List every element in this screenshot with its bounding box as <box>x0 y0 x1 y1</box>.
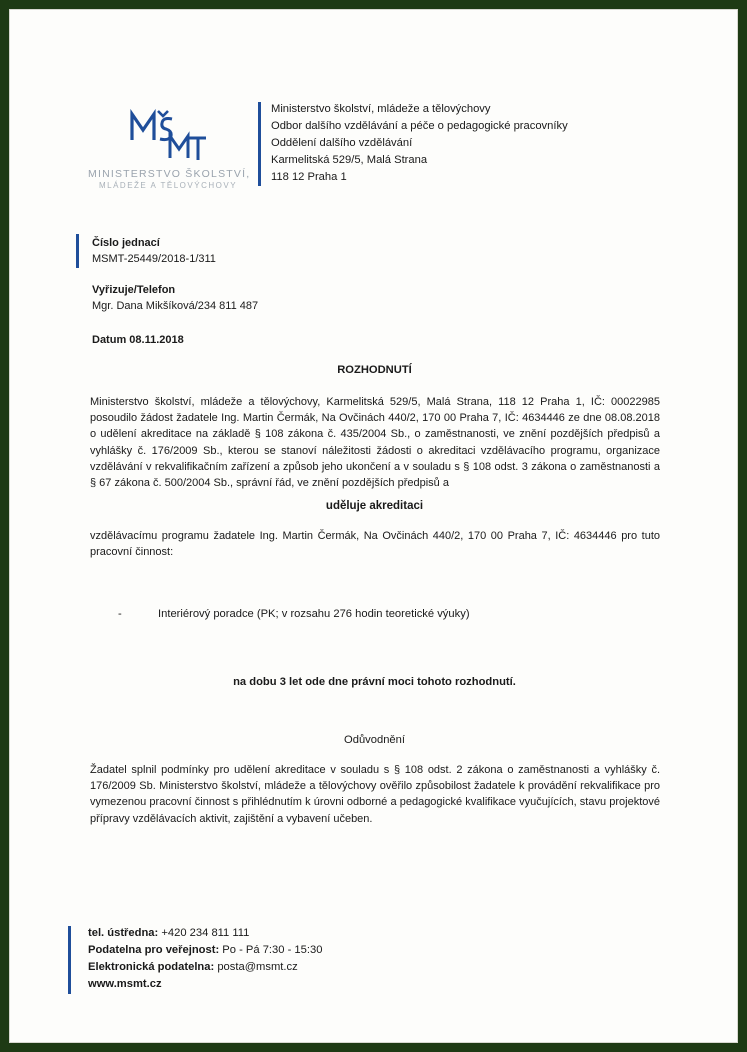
contact-footer <box>88 925 322 993</box>
ministry-logo <box>88 108 251 194</box>
document-page <box>9 9 738 1043</box>
handler-value: Mgr. Dana Mikšíková/234 811 487 <box>92 300 259 312</box>
logo-text-line2: MLÁDEŽE A TĚLOVÝCHOVY <box>98 181 238 190</box>
e-registry-email: posta@msmt.cz <box>214 961 298 973</box>
phone-value: +420 234 811 111 <box>158 927 250 939</box>
meta-divider <box>76 234 79 268</box>
registry-hours: Po - Pá 7:30 - 15:30 <box>219 944 323 956</box>
activity-name: Interiérový poradce (PK; v rozsahu 276 hodin teoretické výuky) <box>158 608 470 620</box>
registry-label: Podatelna pro veřejnost: <box>88 944 220 956</box>
program-paragraph: vzdělávacímu programu žadatele Ing. Martin Čermák, Na Ovčinách 440/2, 170 00 Praha 7, IČ: 4634446 pro tuto pracovní činnost: <box>90 530 660 559</box>
handler-label: Vyřizuje/Telefon <box>92 284 176 296</box>
header-line: Ministerstvo školství, mládeže a tělovýchovy <box>271 103 491 115</box>
bullet-dash: - <box>118 608 122 620</box>
reference-number: MSMT-25449/2018-1/311 <box>92 253 216 265</box>
reasoning-title: Odůvodnění <box>344 734 405 746</box>
header-line: Odbor dalšího vzdělávání a péče o pedagogické pracovníky <box>271 120 568 132</box>
header-divider <box>258 102 261 186</box>
e-registry-label: Elektronická podatelna: <box>88 961 215 973</box>
duration-statement: na dobu 3 let ode dne právní moci tohoto rozhodnutí. <box>233 676 516 688</box>
grant-heading: uděluje akreditaci <box>325 500 424 512</box>
phone-label: tel. ústředna: <box>88 927 159 939</box>
decision-title: ROZHODNUTÍ <box>337 364 412 376</box>
header-line: 118 12 Praha 1 <box>271 171 347 183</box>
logo-text-line1: MINISTERSTVO ŠKOLSTVÍ, <box>88 168 251 180</box>
sender-address <box>271 101 568 186</box>
header-line: Oddělení dalšího vzdělávání <box>271 137 413 149</box>
msmt-logo-icon <box>130 108 208 164</box>
reasoning-paragraph: Žadatel splnil podmínky pro udělení akreditace v souladu s § 108 odst. 2 zákona o zaměstnanosti a vyhlášky č. 176/2009 Sb. Ministerstvo školství, mládeže a tělovýchovy ověřilo způsobilost žadatele k provádění rekvalifikace pro vymezenou pracovní činnost s přihlédnutím k úrovni odborné a pedagogické kvalifikace vyučujících, stavu projektové přípravy vzdělávacích aktivit, zajištění a vybavení učeben. <box>90 764 660 825</box>
header-line: Karmelitská 529/5, Malá Strana <box>271 154 428 166</box>
document-date: Datum 08.11.2018 <box>92 334 184 346</box>
reference-label: Číslo jednací <box>92 237 160 249</box>
intro-paragraph: Ministerstvo školství, mládeže a tělovýchovy, Karmelitská 529/5, Malá Strana, 118 12 Praha 1, IČ: 00022985 posoudilo žádost žadatele Ing. Martin Čermák, Na Ovčinách 440/2, 170 00 Praha 7, IČ: 4634446 ze dne 08.08.2018 o udělení akreditace na základě § 108 zákona č. 435/2004 Sb., o zaměstnanosti, ve znění pozdějších předpisů a vyhlášky č. 176/2009 Sb., kterou se stanoví náležitosti žádosti o akreditaci vzdělávacího programu, organizace vzdělávání v rekvalifikačním zařízení a způsob jeho ukončení a v souladu s § 108 odst. 3 zákona o zaměstnanosti a § 67 zákona č. 500/2004 Sb., správní řád, ve znění pozdějších předpisů a <box>90 396 660 490</box>
footer-divider <box>68 926 71 994</box>
website-link: www.msmt.cz <box>88 978 162 990</box>
list-item <box>118 608 470 620</box>
